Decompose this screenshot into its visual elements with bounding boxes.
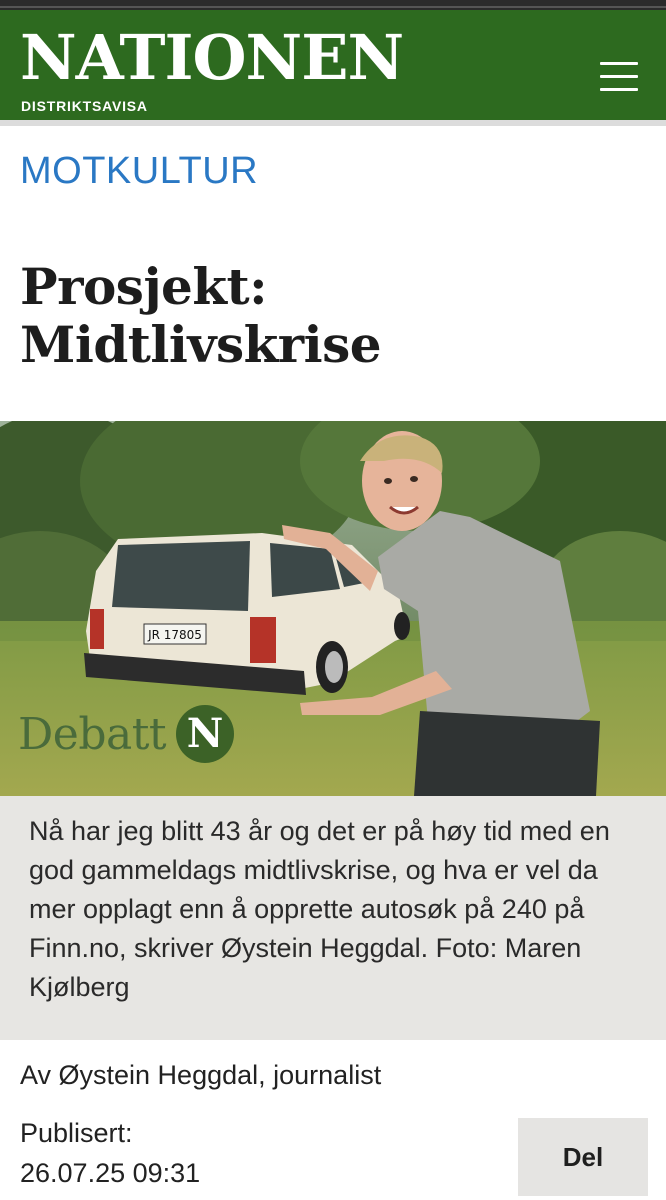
header-divider — [0, 120, 666, 126]
share-button[interactable]: Del — [518, 1118, 648, 1196]
hamburger-menu-icon[interactable] — [600, 60, 638, 94]
published-date: 26.07.25 09:31 — [20, 1158, 201, 1188]
site-header — [0, 10, 666, 122]
brand-logo[interactable]: NATIONEN — [20, 21, 404, 94]
photo-caption: Nå har jeg blitt 43 år og det er på høy tid med en god gammeldags midtlivskrise, og hva er vel da mer opplagt enn å opprette autosøk på 240 på Finn.no, skriver Øystein Heggdal. Foto: Maren Kjølberg — [29, 816, 610, 1002]
debatt-label: Debatt — [18, 709, 167, 760]
brand-tagline: DISTRIKTSAVISA — [21, 98, 148, 114]
status-bar — [0, 0, 666, 10]
nationen-n-icon: N — [176, 705, 234, 763]
article-headline: Prosjekt: Midtlivskrise — [20, 257, 382, 374]
photo-caption-box — [0, 796, 666, 1040]
article-byline[interactable]: Av Øystein Heggdal, journalist — [20, 1060, 382, 1090]
license-plate-text: JR 17805 — [148, 628, 202, 642]
debatt-badge — [0, 705, 240, 763]
section-link[interactable]: MOTKULTUR — [20, 150, 259, 192]
published-label: Publisert: — [20, 1118, 133, 1148]
